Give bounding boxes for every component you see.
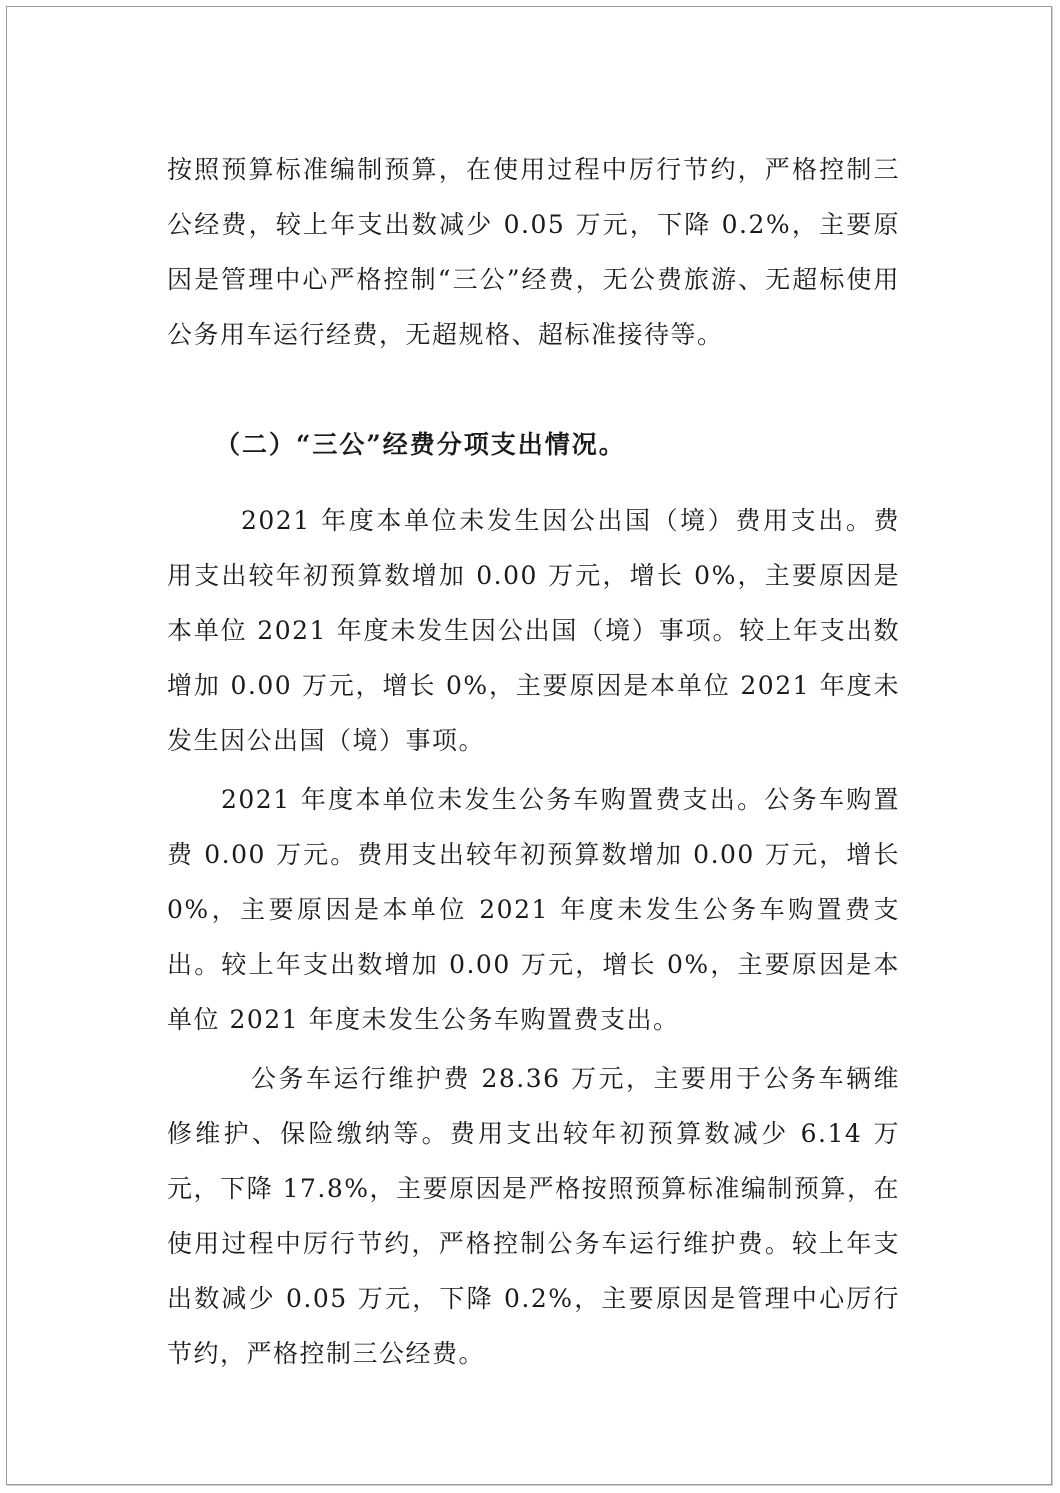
document-body: [167, 142, 900, 1381]
section-heading: （二）“三公”经费分项支出情况。: [215, 430, 626, 459]
paragraph-vehicle-maintenance: 公务车运行维护费 28.36 万元，主要用于公务车辆维修维护、保险缴纳等。费用支出较年初预算数减少 6.14 万元，下降 17.8%，主要原因是严格按照预算标准编制预算，在使用过程中厉行节约，严格控制公务车运行维护费。较上年支出数减少 0.05 万元，下降 0.2%，主要原因是管理中心厉行节约，严格控制三公经费。: [167, 1064, 900, 1368]
paragraph-three-public-expenses-summary: 按照预算标准编制预算，在使用过程中厉行节约，严格控制三公经费，较上年支出数减少 0.05 万元，下降 0.2%，主要原因是管理中心严格控制“三公”经费，无公费旅游、无超标使用公务用车运行经费，无超规格、超标准接待等。: [167, 155, 900, 349]
document-page: [6, 6, 1052, 1485]
paragraph-overseas-travel: 2021 年度本单位未发生因公出国（境）费用支出。费用支出较年初预算数增加 0.00 万元，增长 0%，主要原因是本单位 2021 年度未发生因公出国（境）事项。较上年支出数增加 0.00 万元，增长 0%，主要原因是本单位 2021 年度未发生因公出国（境）事项。: [167, 506, 900, 755]
paragraph-vehicle-purchase: 2021 年度本单位未发生公务车购置费支出。公务车购置费 0.00 万元。费用支出较年初预算数增加 0.00 万元，增长 0%，主要原因是本单位 2021 年度未发生公务车购置费支出。较上年支出数增加 0.00 万元，增长 0%，主要原因是本单位 2021 年度未发生公务车购置费支出。: [167, 785, 900, 1034]
